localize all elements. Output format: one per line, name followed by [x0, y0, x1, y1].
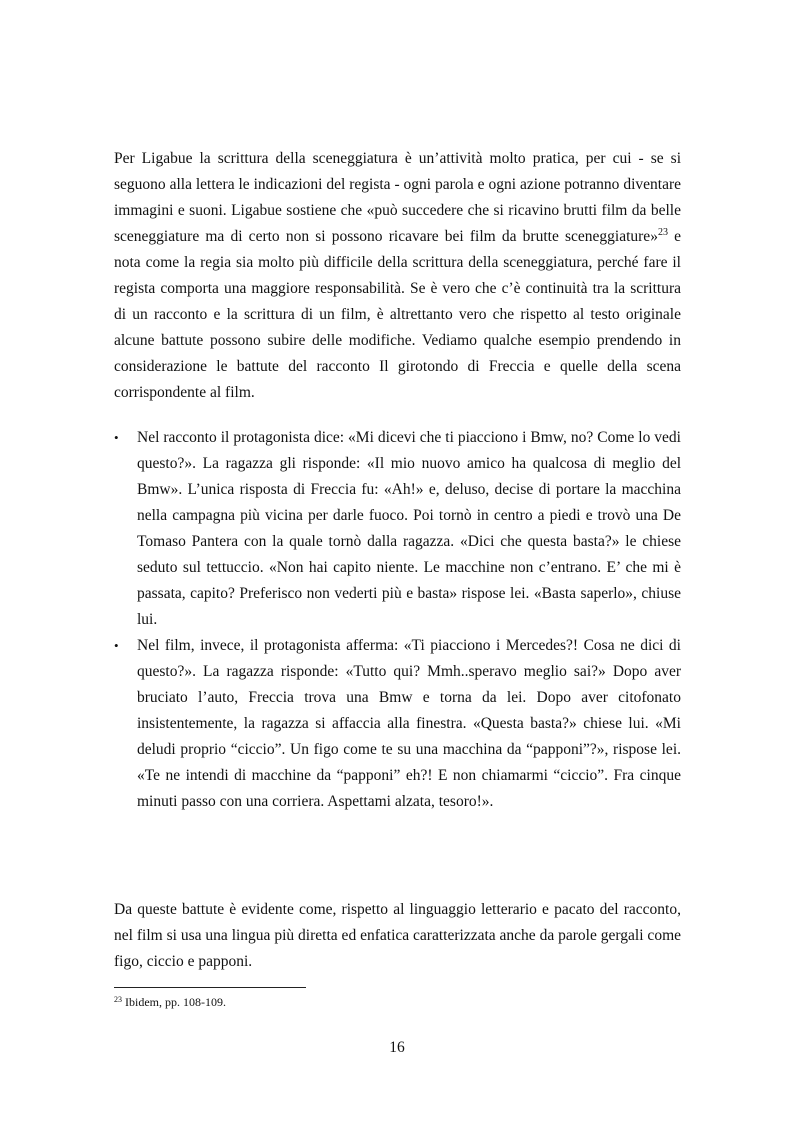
footnote-reference: 23	[657, 227, 668, 238]
paragraph-ligabue-screenplay	[114, 146, 681, 406]
list-item	[114, 633, 681, 815]
footnote-divider	[114, 987, 306, 988]
list-item	[114, 425, 681, 633]
paragraph-conclusion: Da queste battute è evidente come, rispetto al linguaggio letterario e pacato del racconto, nel film si usa una lingua più diretta ed enfatica caratterizzata anche da parole gergali come figo, ciccio e papponi.	[114, 901, 681, 970]
bullet-icon: •	[114, 638, 119, 653]
footnote-number: 23	[114, 995, 122, 1004]
bullet-text-racconto: Nel racconto il protagonista dice: «Mi dicevi che ti piacciono i Bmw, no? Come lo vedi questo?». La ragazza gli risponde: «Il mio nuovo amico ha qualcosa di meglio del Bmw». L’unica risposta di Freccia fu: «Ah!» e, deluso, decise di portare la macchina nella campagna più vicina per darle fuoco. Poi tornò in centro a piedi e trovò una De Tomaso Pantera con la quale tornò dalla ragazza. «Dici che questa basta?» le chiese seduto sul tettuccio. «Non hai capito niente. Le macchine non c’entrano. E’ che mi è passata, capito? Preferisco non vederti più e basta» rispose lei. «Basta saperlo», chiuse lui.	[137, 429, 681, 628]
bullet-icon: •	[114, 430, 119, 445]
paragraph-text-part-1: Per Ligabue la scrittura della sceneggiatura è un’attività molto pratica, per cui - se si seguono alla lettera le indicazioni del regista - ogni parola e ogni azione potranno diventare immagini e suoni. Ligabue sostiene che «può succedere che si ricavino brutti film da belle sceneggiature ma di certo non si possono ricavare bei film da brutte sceneggiature»	[114, 150, 681, 245]
comparison-bullet-list	[114, 425, 681, 815]
bullet-text-film: Nel film, invece, il protagonista afferma: «Ti piacciono i Mercedes?! Cosa ne dici di questo?». La ragazza risponde: «Tutto qui? Mmh..speravo meglio sai?» Dopo aver bruciato l’auto, Freccia trova una Bmw e torna da lei. Dopo aver citofonato insistentemente, la ragazza si affaccia alla finestra. «Questa basta?» chiese lui. «Mi deludi proprio “ciccio”. Un figo come te su una macchina da “papponi”?», rispose lei. «Te ne intendi di macchine da “papponi” eh?! E non chiamarmi “ciccio”. Fra cinque minuti passo con una corriera. Aspettami alzata, tesoro!».	[137, 637, 681, 810]
paragraph-text-part-2: e nota come la regia sia molto più difficile della scrittura della sceneggiatura, perché fare il regista comporta una maggiore responsabilità. Se è vero che c’è continuità tra la scrittura di un racconto e la scrittura di un film, è altrettanto vero che rispetto al testo originale alcune battute possono subire delle modifiche. Vediamo qualche esempio prendendo in considerazione le battute del racconto Il girotondo di Freccia e quelle della scena corrispondente al film.	[114, 228, 681, 401]
footnote-text: Ibidem, pp. 108-109.	[122, 995, 226, 1009]
footnote	[114, 994, 226, 1010]
page-number: 16	[389, 1039, 405, 1056]
